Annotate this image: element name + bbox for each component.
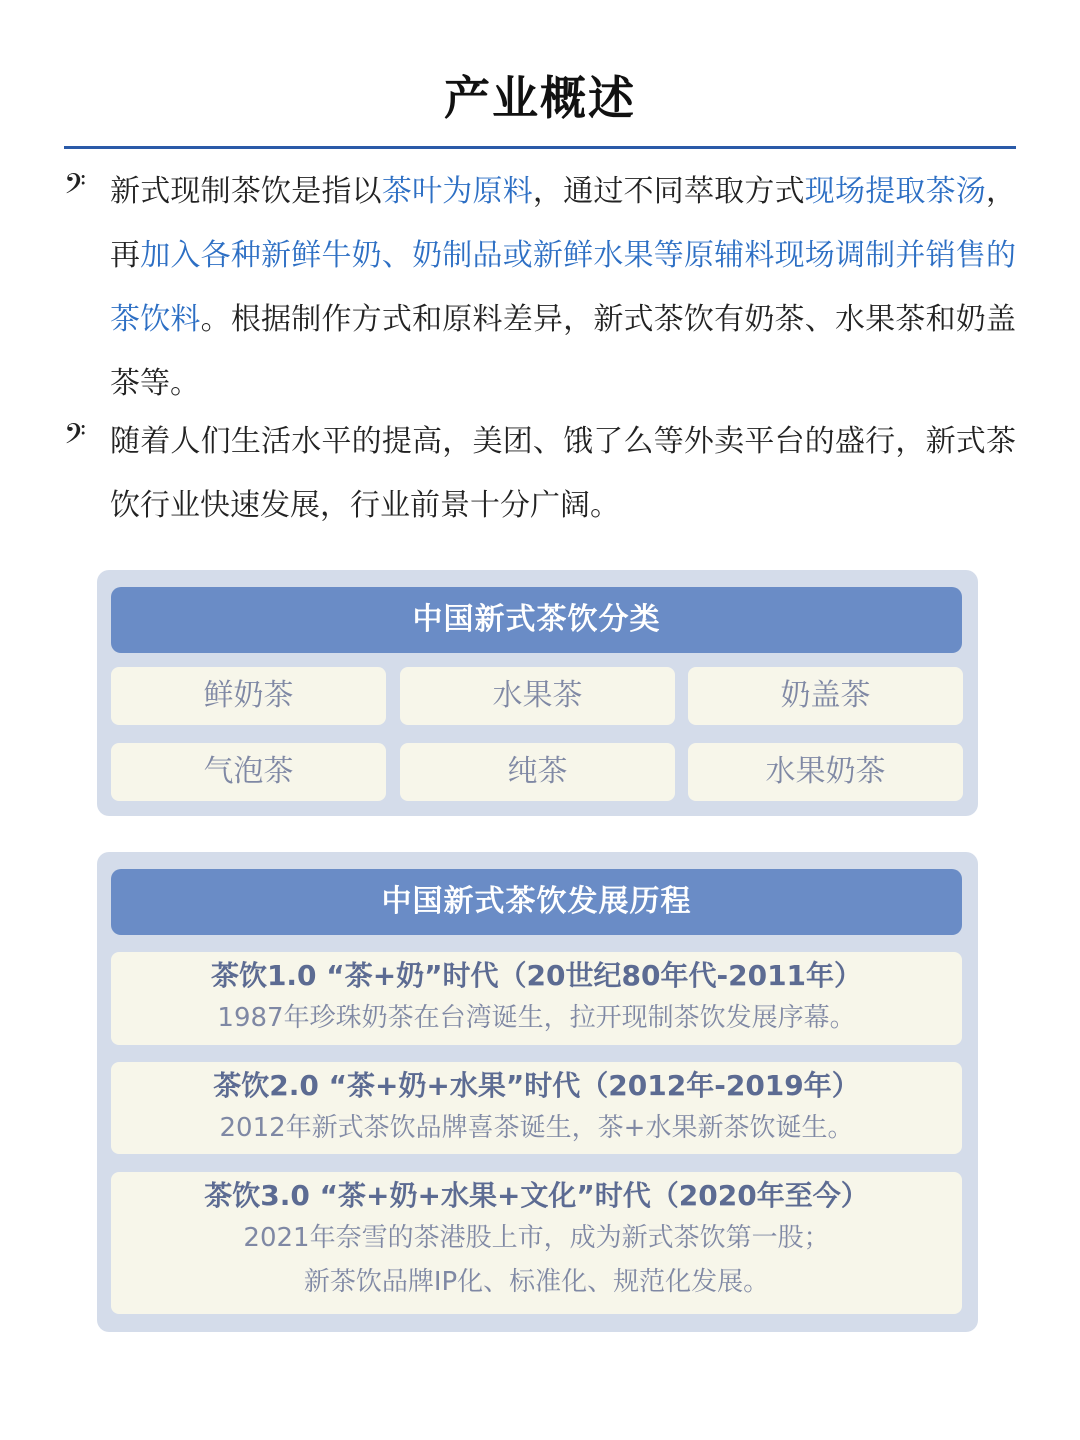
category-cell-fruit-milk-tea: 水果奶茶 [688, 743, 963, 801]
history-era-2 [111, 1062, 962, 1154]
era-description: 1987年珍珠奶茶在台湾诞生，拉开现制茶饮发展序幕。 [217, 1003, 856, 1033]
history-era-1 [111, 952, 962, 1045]
intro-segment: 新式现制茶饮是指以 [110, 174, 382, 209]
intro-segment: 。根据制作方式和原料差异，新式茶饮有奶茶、水果茶和奶盖茶等。 [110, 302, 1017, 401]
intro-paragraph-1-text [110, 160, 1016, 416]
intro-paragraph-2-text [110, 410, 1016, 538]
bass-clef-icon: 𝄢 [64, 168, 86, 208]
intro-paragraph-2 [64, 410, 1016, 538]
title-divider [64, 146, 1016, 149]
intro-segment: ，再 [110, 174, 1017, 273]
intro-highlight: 加入各种新鲜牛奶、奶制品或新鲜水果等原辅料现场调制并销售的茶饮料 [110, 238, 1017, 337]
intro-segment: 随着人们生活水平的提高，美团、饿了么等外卖平台的盛行，新式茶饮行业快速发展，行业前景十分广阔。 [110, 424, 1016, 523]
era-heading: 茶饮2.0 “茶+奶+水果”时代（2012年-2019年） [213, 1069, 860, 1102]
era-description: 2012年新式茶饮品牌喜茶诞生，茶+水果新茶饮诞生。 [219, 1113, 854, 1143]
category-cell-fresh-milk-tea: 鲜奶茶 [111, 667, 386, 725]
category-panel-header: 中国新式茶饮分类 [111, 587, 962, 653]
era-heading: 茶饮1.0 “茶+奶”时代（20世纪80年代-2011年） [210, 959, 863, 992]
category-cell-sparkling-tea: 气泡茶 [111, 743, 386, 801]
era-heading: 茶饮3.0 “茶+奶+水果+文化”时代（2020年至今） [204, 1179, 869, 1212]
category-cell-fruit-tea: 水果茶 [400, 667, 675, 725]
bass-clef-icon: 𝄢 [64, 418, 86, 458]
history-era-3 [111, 1172, 962, 1314]
intro-highlight: 现场提取茶汤 [804, 174, 987, 209]
intro-segment: ，通过不同萃取方式 [532, 174, 805, 209]
history-panel-header: 中国新式茶饮发展历程 [111, 869, 962, 935]
era-description: 新茶饮品牌IP化、标准化、规范化发展。 [303, 1267, 770, 1297]
category-panel [97, 570, 978, 816]
category-cell-pure-tea: 纯茶 [400, 743, 675, 801]
intro-paragraph-1 [64, 160, 1016, 416]
category-cell-cheese-foam-tea: 奶盖茶 [688, 667, 963, 725]
era-description: 2021年奈雪的茶港股上市，成为新式茶饮第一股； [243, 1223, 830, 1253]
page-title: 产业概述 [444, 71, 636, 125]
intro-highlight: 茶叶为原料 [381, 174, 533, 209]
history-panel [97, 852, 978, 1332]
